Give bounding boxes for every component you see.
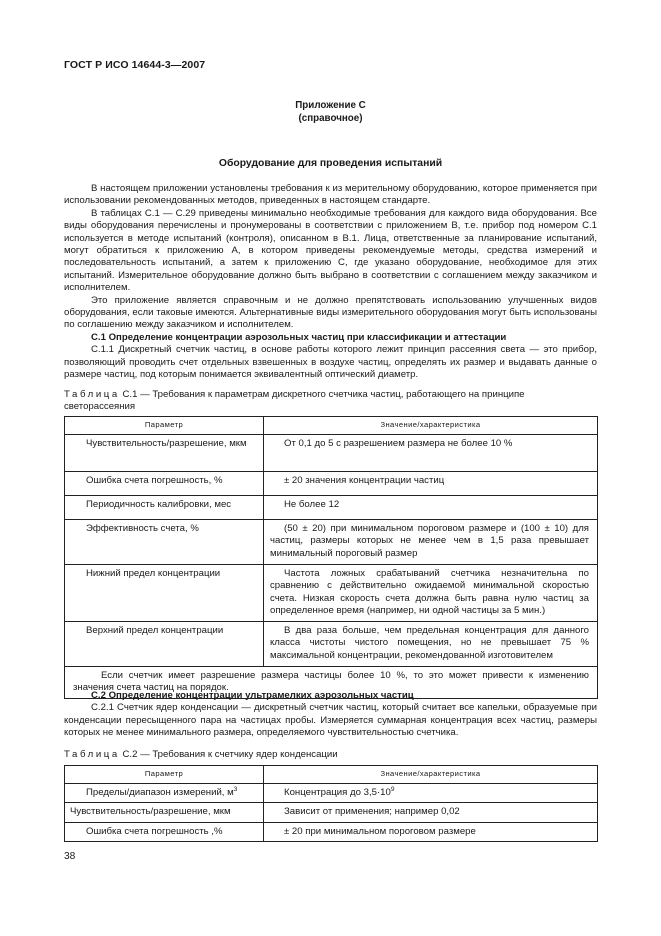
value-cell: ± 20 значения концентрации частиц xyxy=(264,472,598,496)
appendix-subtitle: (справочное) xyxy=(298,113,363,124)
table-row xyxy=(65,435,598,472)
table1-caption xyxy=(64,389,597,414)
intro-paragraph: Это приложение является справочным и не должно препятствовать использованию улучшенных видов оборудования, если таковые имеются. Альтернативные виды измерительного оборудования могут быть использованы по соглашению между заказчиком и исполнителем. xyxy=(64,294,597,331)
parameter-cell: Верхний предел концентрации xyxy=(65,622,264,667)
table2-label: Таблица xyxy=(64,749,120,760)
column-header: Параметр xyxy=(65,417,264,435)
table-row xyxy=(65,622,598,667)
column-header: Значение/характеристика xyxy=(264,766,598,784)
table-header-row xyxy=(65,417,598,435)
parameter-cell: Ошибка счета погрешность, % xyxy=(65,472,264,496)
c1-paragraph: С.1.1 Дискретный счетчик частиц, в основе работы которого лежит принцип рассеяния света — это прибор, позволяющий проводить счет отдельных взвешенных в воздухе частиц, определять их размер и выдавать данные о размере частиц, под которым понимается эквивалентный оптический диаметр. xyxy=(64,344,597,381)
table-row xyxy=(65,520,598,565)
table1-label: Таблица xyxy=(64,389,120,400)
table-header-row xyxy=(65,766,598,784)
table1-caption-text: С.1 — Требования к параметрам дискретного счетчика частиц, работающего на принципе светорассеяния xyxy=(64,389,525,413)
appendix-title: Приложение С xyxy=(295,100,366,111)
c2-heading: С.2 Определение концентрации ультрамелких аэрозольных частиц xyxy=(91,690,414,701)
section-title: Оборудование для проведения испытаний xyxy=(218,158,443,169)
c2-paragraph: С.2.1 Счетчик ядер конденсации — дискретный счетчик частиц, который считает все капельки, образуемые при конденсации пересыщенного пара на частицах пробы. Измеряется суммарная концентрация всех частиц, размеры которых не менее минимального размера, определяемого чувствительностью счетчика. xyxy=(64,702,597,739)
table-c2 xyxy=(64,765,598,842)
table-row xyxy=(65,803,598,822)
table-row xyxy=(65,472,598,496)
c2-text xyxy=(64,690,597,740)
page-number: 38 xyxy=(64,851,76,862)
column-header: Значение/характеристика xyxy=(264,417,598,435)
table2-caption-text: С.2 — Требования к счетчику ядер конденсации xyxy=(122,749,338,760)
table-row xyxy=(65,496,598,520)
table-c1 xyxy=(64,416,598,699)
value-cell: Не более 12 xyxy=(264,496,598,520)
intro-paragraph: В настоящем приложении установлены требования к из мерительному оборудованию, которое применяется при использовании рекомендованных методов, приведенных в настоящем стандарте. xyxy=(64,183,597,207)
parameter-cell: Чувствительность/разрешение, мкм xyxy=(65,435,264,472)
parameter-cell: Периодичность калибровки, мес xyxy=(65,496,264,520)
parameter-cell: Эффективность счета, % xyxy=(65,520,264,565)
value-cell: От 0,1 до 5 с разрешением размера не более 10 % xyxy=(264,435,598,472)
table2-caption xyxy=(64,749,597,761)
value-cell: ± 20 при минимальном пороговом размере xyxy=(264,822,598,841)
table-note: Если счетчик имеет разрешение размера частицы более 10 %, то это может привести к изменению значения счета частиц на порядок. xyxy=(65,667,598,699)
value-cell: В два раза больше, чем предельная концентрация для данного класса чистоты чистого помещения, но не превышает 75 % максимальной концентрации, рекомендованной изготовителем xyxy=(264,622,598,667)
column-header: Параметр xyxy=(65,766,264,784)
intro-text xyxy=(64,183,597,382)
value-cell: Концентрация до $3,5\cdot 10^9$ xyxy=(264,784,598,803)
parameter-cell: Ошибка счета погрешность ,% xyxy=(65,822,264,841)
value-cell: Зависит от применения; например 0,02 xyxy=(264,803,598,822)
parameter-cell: Пределы/диапазон измерений, $м^3$ xyxy=(65,784,264,803)
c1-heading: С.1 Определение концентрации аэрозольных частиц при классификации и аттестации xyxy=(91,331,507,343)
value-cell: Частота ложных срабатываний счетчика незначительна по сравнению с действительно ожидаемой минимальной скоростью счета. Низкая скорость счета должна быть равна нулю частиц за определенное время (например, ни одной частицы за 5 мин.) xyxy=(264,565,598,622)
intro-paragraph: В таблицах С.1 — С.29 приведены минимально необходимые требования для каждого вида оборудования. Все виды оборудования перечислены и пронумерованы в соответствии с приложением В, т.е. прибор под номером С.1 используется в методе испытаний (контроля), описанном в В.1. Лица, ответственные за планирование испытаний, могут обратиться к приложению А, в котором приведены рекомендуемые методы, средства измерений и последовательность испытаний, а затем к приложению С, где указано оборудование, необходимое для этих испытаний. Измерительное оборудование должно быть выбрано в соответствии с соглашением между заказчиком и исполнителем. xyxy=(64,207,597,294)
parameter-cell: Чувствительность/разрешение, мкм xyxy=(65,803,264,822)
document-code: ГОСТ Р ИСО 14644-3—2007 xyxy=(64,59,206,71)
appendix-heading xyxy=(200,99,461,125)
table-row xyxy=(65,565,598,622)
value-cell: (50 ± 20) при минимальном пороговом размере и (100 ± 10) для частиц, размеры которых не менее чем в 1,5 раза превышает минимальный пороговый размер xyxy=(264,520,598,565)
table-row xyxy=(65,822,598,841)
table-row xyxy=(65,784,598,803)
parameter-cell: Нижний предел концентрации xyxy=(65,565,264,622)
